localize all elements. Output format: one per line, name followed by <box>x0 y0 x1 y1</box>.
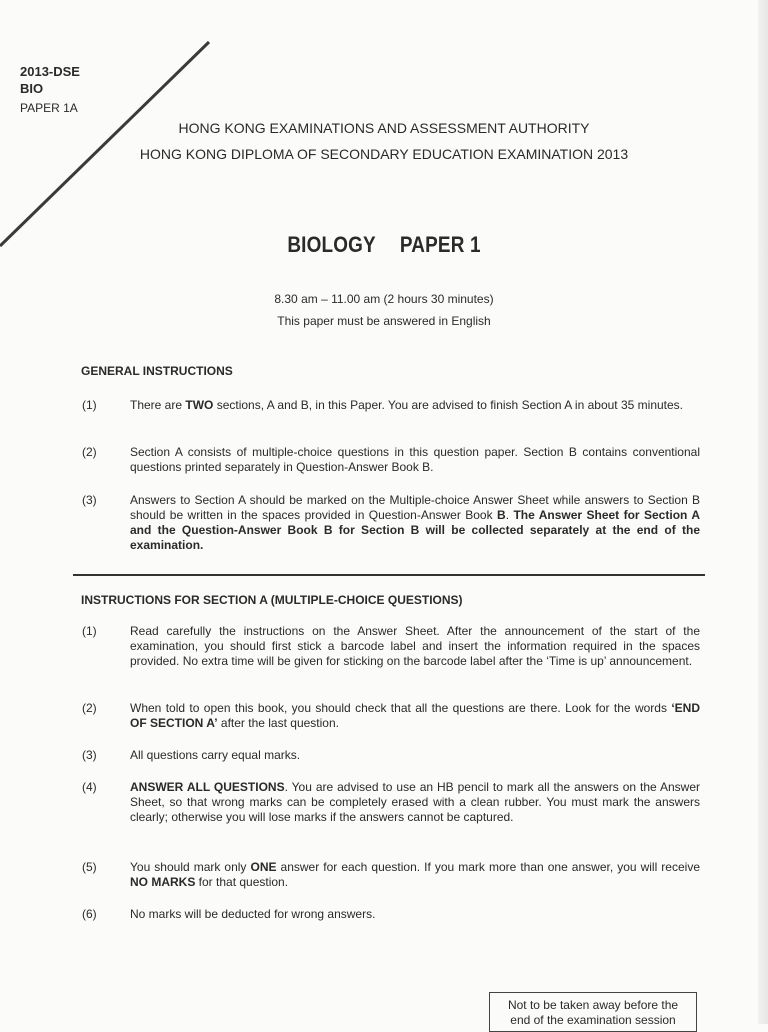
item-number: (1) <box>82 398 97 412</box>
subject-title: BIOLOGY <box>287 232 376 257</box>
item-number: (4) <box>82 780 97 794</box>
item-number: (2) <box>82 445 97 459</box>
item-number: (3) <box>82 493 97 507</box>
exam-time: 8.30 am – 11.00 am (2 hours 30 minutes) <box>274 292 494 306</box>
item-text: No marks will be deducted for wrong answers. <box>130 907 376 921</box>
item-text: Section A consists of multiple-choice questions in this question paper. Section B contains conventional questions printed separately in Question-Answer Book B. <box>130 445 700 474</box>
item-text: There are TWO sections, A and B, in this Paper. You are advised to finish Section A in about 35 minutes. <box>130 398 684 412</box>
item-text: ANSWER ALL QUESTIONS. You are advised to use an HB pencil to mark all the answers on the Answer Sheet, so that wrong marks can be completely erased with a clean rubber. You must mark the answers clearly; otherwise you will lose marks if the answers cannot be captured. <box>130 780 700 824</box>
section-a-heading: INSTRUCTIONS FOR SECTION A (MULTIPLE-CHOICE QUESTIONS) <box>81 593 463 607</box>
code-line-2: BIO <box>20 81 44 96</box>
code-line-1: 2013-DSE <box>20 64 80 79</box>
item-text: Answers to Section A should be marked on the Multiple-choice Answer Sheet while answers to Section B should be written in the spaces provided in Question-Answer Book B. The Answer Sheet for Section A and the Question-Answer Book B for Section B will be collected separately at the end of the examination. <box>130 493 700 552</box>
item-text: All questions carry equal marks. <box>130 748 301 762</box>
paper-number: PAPER 1 <box>399 232 481 257</box>
exam-line: HONG KONG DIPLOMA OF SECONDARY EDUCATION EXAMINATION 2013 <box>139 146 629 162</box>
section-divider <box>73 574 705 576</box>
paper-code: PAPER 1A <box>20 101 78 115</box>
item-text: You should mark only ONE answer for each question. If you mark more than one answer, you will receive NO MARKS for that question. <box>130 860 700 889</box>
authority-name: HONG KONG EXAMINATIONS AND ASSESSMENT AUTHORITY <box>178 120 590 136</box>
language-note: This paper must be answered in English <box>277 314 491 328</box>
item-number: (2) <box>82 701 97 715</box>
general-instructions-heading: GENERAL INSTRUCTIONS <box>81 364 233 378</box>
notice-line-1: Not to be taken away before the <box>507 998 679 1012</box>
item-text: When told to open this book, you should check that all the questions are there. Look for the words ‘END OF SECTION A’ after the last question. <box>130 701 700 730</box>
authority-line <box>0 120 768 136</box>
notice-box <box>489 992 697 1032</box>
paper-code-block <box>20 63 80 117</box>
item-number: (6) <box>82 907 97 921</box>
paper-title <box>54 232 714 258</box>
notice-line-2: end of the examination session <box>510 1013 676 1027</box>
item-number: (1) <box>82 624 97 638</box>
item-number: (5) <box>82 860 97 874</box>
item-number: (3) <box>82 748 97 762</box>
item-text: Read carefully the instructions on the Answer Sheet. After the announcement of the start of the examination, you should first stick a barcode label and insert the information required in the spaces provided. No extra time will be given for sticking on the barcode label after the ‘Time is up’ announcement. <box>130 624 700 668</box>
